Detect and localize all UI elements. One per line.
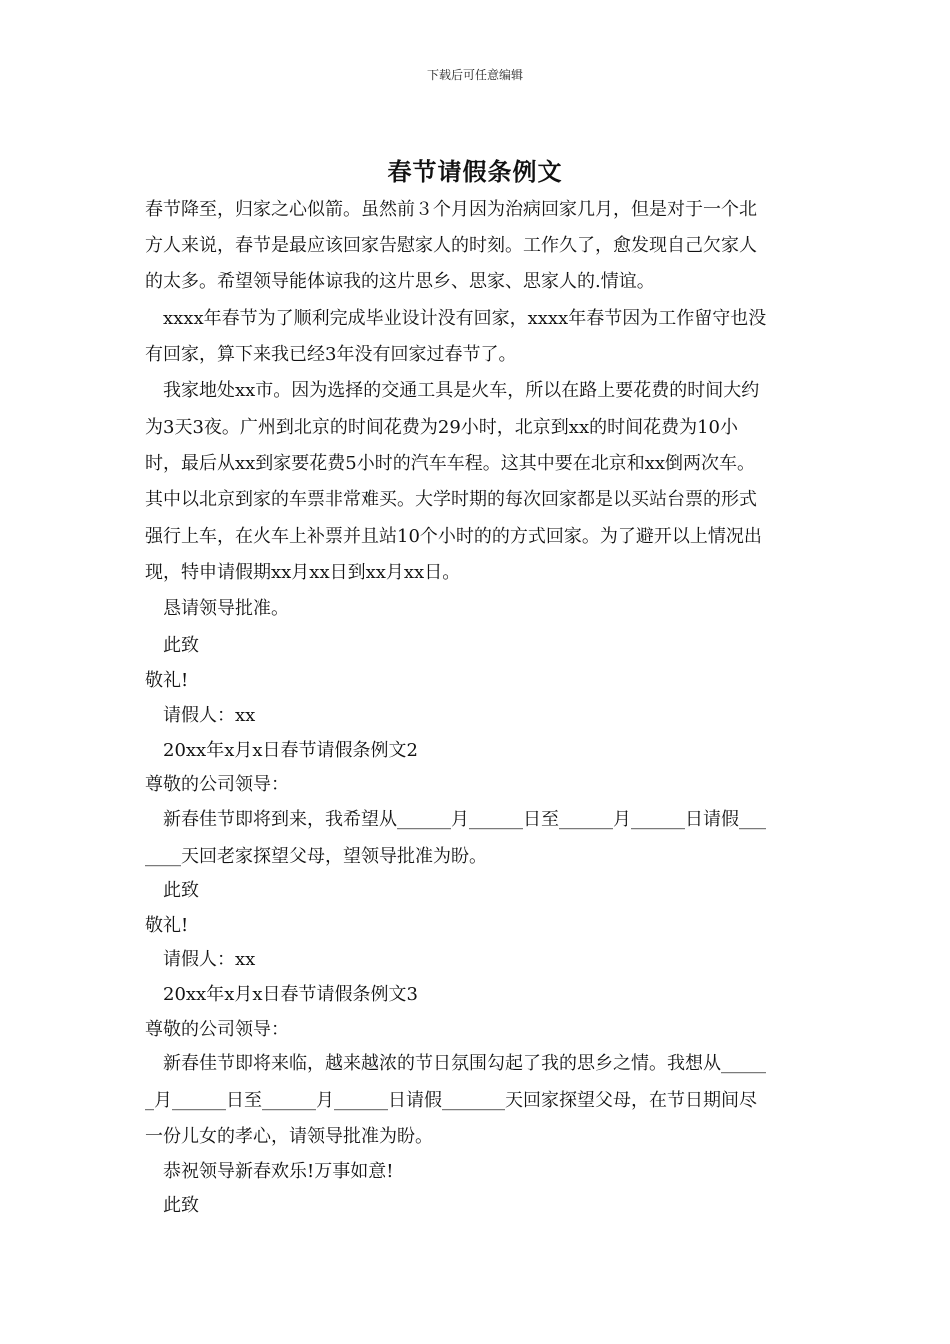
body-line: 敬礼! xyxy=(145,915,189,936)
body-line: 请假人：xx xyxy=(145,705,256,726)
body-line: 尊敬的公司领导： xyxy=(145,774,289,795)
body-line: 时，最后从xx到家要花费5小时的汽车车程。这其中要在北京和xx倒两次车。 xyxy=(145,453,756,474)
body-line: xxxx年春节为了顺利完成毕业设计没有回家，xxxx年春节因为工作留守也没 xyxy=(145,308,767,329)
body-line: 为3天3夜。广州到北京的时间花费为29小时，北京到xx的时间花费为10小 xyxy=(145,417,739,438)
body-line: 此致 xyxy=(145,1195,199,1216)
body-line: 恳请领导批准。 xyxy=(145,598,289,619)
body-line: 的太多。希望领导能体谅我的这片思乡、思家、思家人的.情谊。 xyxy=(145,271,655,292)
body-line: 恭祝领导新春欢乐!万事如意! xyxy=(145,1161,394,1182)
body-line: 敬礼! xyxy=(145,670,189,691)
body-line: 20xx年x月x日春节请假条例文2 xyxy=(145,740,418,761)
body-line: 有回家，算下来我已经3年没有回家过春节了。 xyxy=(145,344,517,365)
body-line: 此致 xyxy=(145,880,199,901)
document-title: 春节请假条例文 xyxy=(387,157,563,186)
body-line: 强行上车，在火车上补票并且站10个小时的的方式回家。为了避开以上情况出 xyxy=(145,526,762,547)
body-line: 我家地处xx市。因为选择的交通工具是火车，所以在路上要花费的时间大约 xyxy=(145,380,760,401)
page-header: 下载后可任意编辑 xyxy=(426,68,523,82)
body-line: 其中以北京到家的车票非常难买。大学时期的每次回家都是以买站台票的形式 xyxy=(145,489,757,510)
body-line: 新春佳节即将到来，我希望从______月______日至______月______日请假___ xyxy=(145,809,766,830)
body-line: ____天回老家探望父母，望领导批准为盼。 xyxy=(145,846,487,867)
body-line: _月______日至______月______日请假_______天回家探望父母，在节日期间尽 xyxy=(145,1090,757,1111)
body-line: 此致 xyxy=(145,635,199,656)
body-line: 尊敬的公司领导： xyxy=(145,1019,289,1040)
body-line: 一份儿女的孝心，请领导批准为盼。 xyxy=(145,1126,433,1147)
body-line: 春节降至，归家之心似箭。虽然前３个月因为治病回家几月，但是对于一个北 xyxy=(145,199,757,220)
body-line: 现，特申请假期xx月xx日到xx月xx日。 xyxy=(145,562,461,583)
body-line: 请假人：xx xyxy=(145,949,256,970)
body-line: 方人来说，春节是最应该回家告慰家人的时刻。工作久了，愈发现自己欠家人 xyxy=(145,235,757,256)
body-line: 20xx年x月x日春节请假条例文3 xyxy=(145,984,418,1005)
body-line: 新春佳节即将来临，越来越浓的节日氛围勾起了我的思乡之情。我想从_____ xyxy=(145,1053,766,1074)
